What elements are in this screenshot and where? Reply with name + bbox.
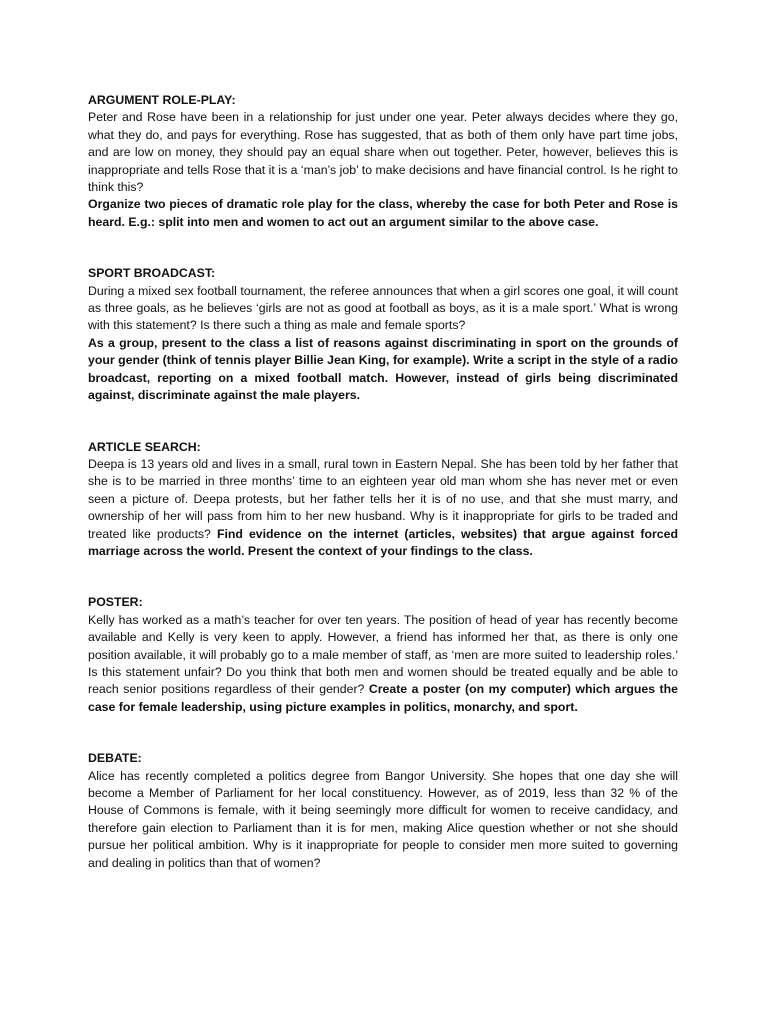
section-paragraph — [88, 612, 678, 716]
section-paragraph — [88, 456, 678, 560]
section-heading: ARTICLE SEARCH: — [88, 439, 201, 454]
section-sport-broadcast — [88, 265, 678, 404]
section-scenario: Alice has recently completed a politics degree from Bangor University. She hopes that one day she will become a Member of Parliament for her local constituency. However, as of 2019, less than 32 % of the House of Commons is female, with it being seemingly more difficult for women to receive candidacy, and therefore gain election to Parliament than it is for men, making Alice question whether or not she should pursue her political ambition. Why is it inappropriate for people to consider men more suited to governing and dealing in politics than that of women? — [88, 768, 678, 870]
section-heading: DEBATE: — [88, 751, 142, 766]
section-task: Find evidence on the internet (articles, websites) that argue against forced marriage across the world. Present the context of your findings to the class. — [88, 526, 678, 558]
section-scenario: During a mixed sex football tournament, the referee announces that when a girl scores one goal, it will count as three goals, as he believes ‘girls are not as good at football as boys, as it is a male sport.’ What is wrong with this statement? Is there such a thing as male and female sports? — [88, 283, 678, 333]
section-task: Create a poster (on my computer) which argues the case for female leadership, using picture examples in politics, monarchy, and sport. — [88, 682, 679, 714]
section-task: As a group, present to the class a list of reasons against discriminating in sport on the grounds of your gender (think of tennis player Billie Jean King, for example). Write a script in the style of a radio broadcast, reporting on a mixed football match. However, instead of girls being discriminated against, discriminate against the male players. — [88, 335, 678, 403]
section-poster — [88, 594, 678, 716]
section-debate — [88, 750, 678, 872]
section-scenario: Kelly has worked as a math’s teacher for over ten years. The position of head of year has recently become available and Kelly is very keen to apply. However, a friend has informed her that, as there is only one position available, it will probably go to a male member of staff, as ‘men are more suited to leadership roles.’ Is this statement unfair? Do you think that both men and women should be treated equally and be able to reach senior positions regardless of their gender? — [88, 612, 678, 697]
section-argument-role-play — [88, 92, 678, 231]
section-task: Organize two pieces of dramatic role play for the class, whereby the case for both Peter and Rose is heard. E.g.: split into men and women to act out an argument similar to the above case. — [88, 197, 678, 229]
section-scenario: Peter and Rose have been in a relationship for just under one year. Peter always decides where they go, what they do, and pays for everything. Rose has suggested, that as both of them only have part time jobs, and are low on money, they should pay an equal share when out together. Peter, however, believes this is inappropriate and tells Rose that it is a ‘man’s job’ to make decisions and have financial control. Is he right to think this? — [88, 110, 678, 195]
section-scenario: Deepa is 13 years old and lives in a small, rural town in Eastern Nepal. She has been told by her father that she is to be married in three months’ time to an eighteen year old man whom she has never met or even seen a picture of. Deepa protests, but her father tells her it is of no use, and that she must marry, and ownership of her will pass from him to her new husband. Why is it inappropriate for girls to be traded and treated like products? — [88, 456, 678, 541]
document-page — [88, 92, 678, 906]
section-article-search — [88, 439, 678, 561]
section-heading: ARGUMENT ROLE-PLAY: — [88, 93, 236, 107]
section-heading: POSTER: — [88, 595, 143, 610]
section-heading: SPORT BROADCAST: — [88, 266, 216, 281]
